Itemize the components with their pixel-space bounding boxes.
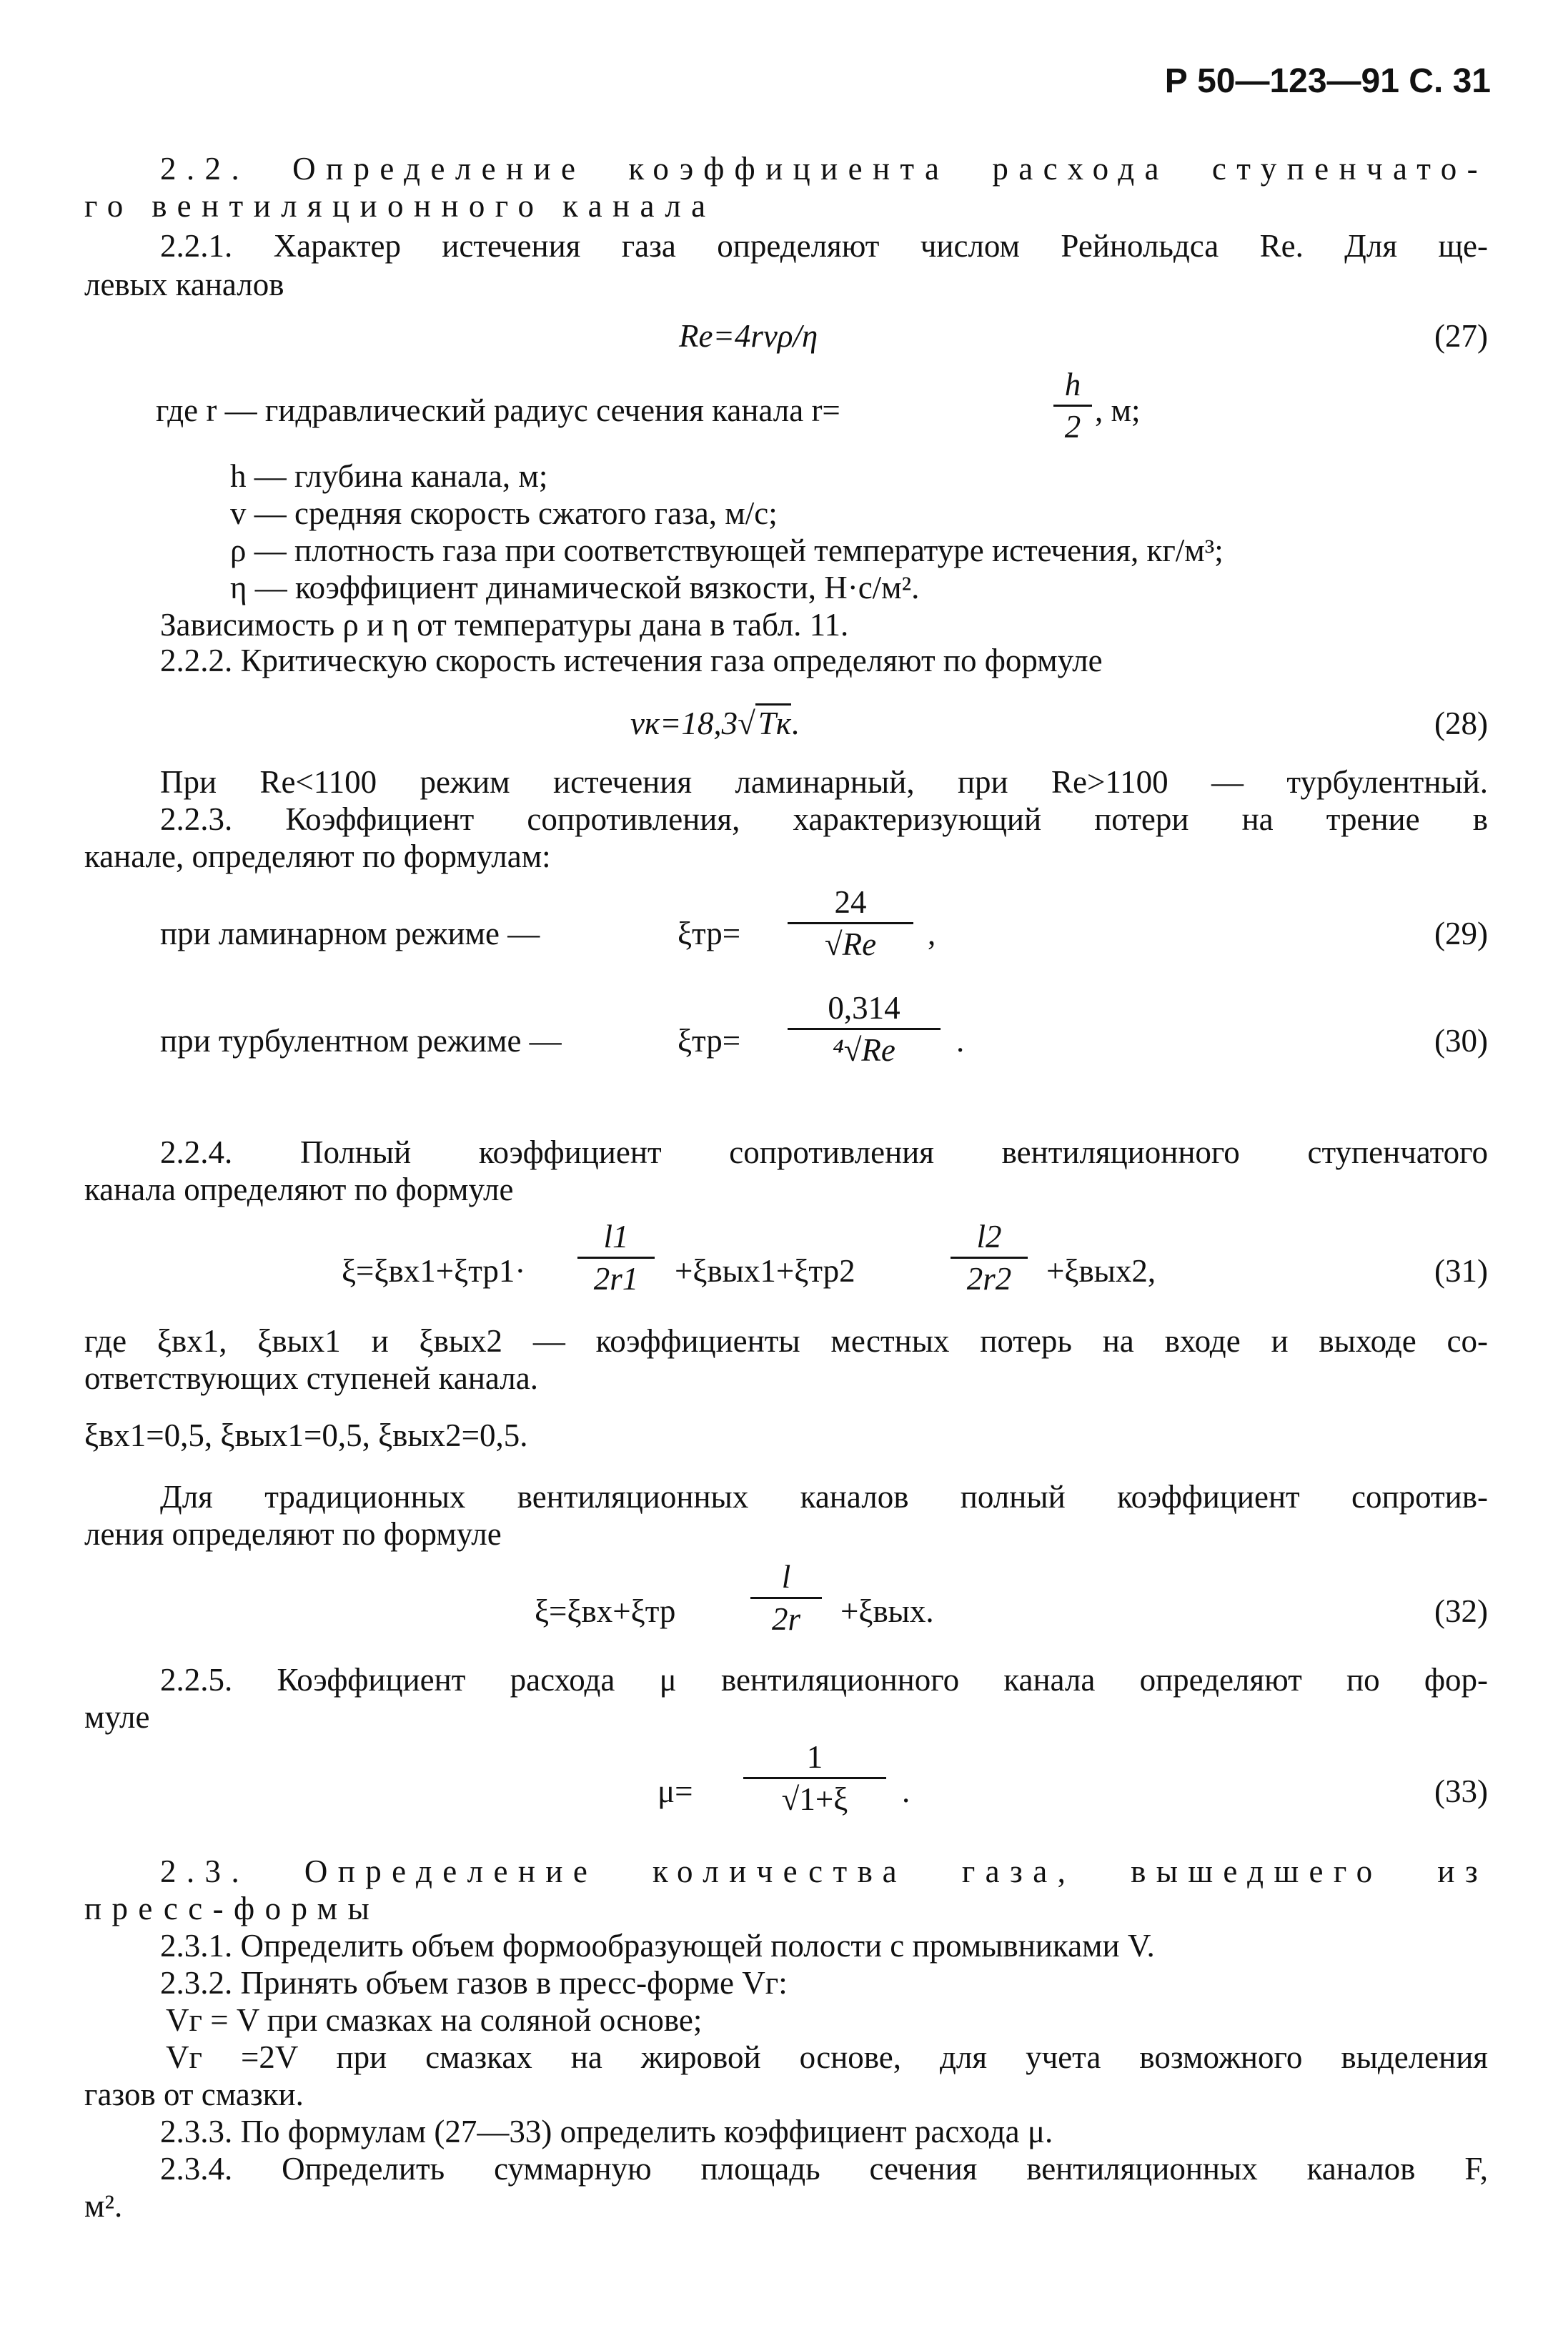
paragraph-2-2-3-line2: канале, определяют по формулам: [84,838,551,874]
equation-32-number: (32) [1434,1593,1488,1629]
equation-28-number: (28) [1434,706,1488,741]
definition-v: v — средняя скорость сжатого газа, м/с; [230,495,778,531]
equation-31-part-a: ξ=ξвх1+ξтр1· [342,1253,526,1289]
definition-rho: ρ — плотность газа при соответствующей температуре истечения, кг/м³; [230,533,1224,568]
equation-30-numerator: 0,314 [828,990,900,1026]
fraction-bar [750,1597,822,1599]
where-31-line1: где ξвх1, ξвых1 и ξвых2 — коэффициенты местных потерь на входе и выходе со- [84,1323,1488,1359]
equation-32-denominator: 2r [771,1601,800,1637]
equation-29-fraction [788,884,913,963]
paragraph-2-2-4-line1: 2.2.4. Полный коэффициент сопротивления вентиляционного ступенчатого [160,1134,1488,1170]
definition-r-unit: , м; [1095,392,1141,428]
paragraph-2-2-5-line2: муле [84,1699,150,1735]
equation-31-fraction-2-numerator: l2 [976,1219,1002,1254]
equation-30-lhs: ξтр= [678,1023,741,1059]
equation-29-tail: , [928,916,936,951]
equation-32-part-a: ξ=ξвх+ξтр [535,1593,676,1629]
page-header: Р 50—123—91 С. 31 [1164,62,1491,100]
equation-29-numerator: 24 [834,884,867,920]
equation-33-fraction [743,1738,886,1818]
equation-27: Re=4rvρ/η [679,318,818,354]
paragraph-2-2-3-line1: 2.2.3. Коэффициент сопротивления, характеризующий потери на трение в [160,801,1488,837]
equation-28-tail: . [790,706,800,741]
equation-31-part-b: +ξвых1+ξтр2 [675,1253,855,1289]
paragraph-2-2-2: 2.2.2. Критическую скорость истечения газа определяют по формуле [160,643,1103,678]
paragraph-2-3-2: 2.3.2. Принять объем газов в пресс-форме Vг: [160,1965,788,2001]
equation-30-denominator: ⁴√Re [833,1032,895,1068]
fraction-r-denominator: 2 [1064,409,1081,445]
regime-note: При Re<1100 режим истечения ламинарный, при Re>1100 — турбулентный. [160,764,1488,800]
equation-32-numerator: l [781,1559,791,1595]
equation-33-lhs: μ= [658,1773,693,1809]
coefficient-values: ξвх1=0,5, ξвых1=0,5, ξвых2=0,5. [84,1417,528,1453]
equation-29-lhs: ξтр= [678,916,741,951]
definition-r: где r — гидравлический радиус сечения канала r= [156,392,840,428]
equation-31-number: (31) [1434,1253,1488,1289]
equation-33-numerator: 1 [806,1739,823,1775]
equation-30-label: при турбулентном режиме — [160,1023,562,1059]
fraction-bar [788,1028,941,1030]
equation-29-denominator: √Re [824,926,877,962]
equation-28-radicand: Tк [755,703,791,741]
section-title-2-3-line1: 2.3. Определение количества газа, вышедшего из [160,1853,1488,1889]
section-title-2-3-line2: пресс-формы [84,1891,380,1926]
dependency-note: Зависимость ρ и η от температуры дана в табл. 11. [160,607,849,643]
equation-29-label: при ламинарном режиме — [160,916,540,951]
definition-eta: η — коэффициент динамической вязкости, Н·с/м². [230,570,920,605]
equation-28-lhs: vк=18,3√ [630,706,755,741]
paragraph-2-3-3: 2.3.3. По формулам (27—33) определить коэффициент расхода μ. [160,2114,1053,2149]
fraction-bar [951,1257,1028,1259]
paragraph-2-3-4-line2: м². [84,2188,123,2224]
equation-31-fraction-1-numerator: l1 [603,1219,629,1254]
section-title-2-2-line1: 2.2. Определение коэффициента расхода ступенчато- [160,151,1488,187]
equation-31-fraction-1-denominator: 2r1 [593,1261,639,1297]
where-31-line2: ответствующих ступеней канала. [84,1360,538,1396]
equation-31-fraction-2-denominator: 2r2 [966,1261,1012,1297]
traditional-channels-line1: Для традиционных вентиляционных каналов полный коэффициент сопротив- [160,1479,1488,1515]
paragraph-2-3-4-line1: 2.3.4. Определить суммарную площадь сечения вентиляционных каналов F, [160,2151,1488,2187]
paragraph-2-2-1-line1: 2.2.1. Характер истечения газа определяют числом Рейнольдса Re. Для ще- [160,228,1488,264]
paragraph-2-2-1-line2: левых каналов [84,267,284,302]
equation-31-fraction-1 [577,1218,655,1297]
paragraph-2-2-5-line1: 2.2.5. Коэффициент расхода μ вентиляционного канала определяют по фор- [160,1662,1488,1698]
section-title-2-2-line2: го вентиляционного канала [84,188,716,224]
equation-31-fraction-2 [951,1218,1028,1297]
definition-h: h — глубина канала, м; [230,458,548,494]
equation-33-tail: . [902,1773,910,1809]
fraction-bar [743,1777,886,1779]
equation-31-part-c: +ξвых2, [1046,1253,1156,1289]
fraction-bar [577,1257,655,1259]
equation-33-denominator: √1+ξ [781,1781,848,1817]
traditional-channels-line2: ления определяют по формуле [84,1516,502,1552]
paragraph-2-2-4-line2: канала определяют по формуле [84,1172,514,1207]
equation-28 [630,705,799,742]
gas-volume-salt: Vг = V при смазках на соляной основе; [166,2002,703,2038]
gas-volume-fat-line1: Vг =2V при смазках на жировой основе, для учета возможного выделения [166,2039,1488,2075]
gas-volume-fat-line2: газов от смазки. [84,2077,304,2112]
fraction-bar [788,922,913,924]
fraction-bar [1053,405,1092,407]
paragraph-2-3-1: 2.3.1. Определить объем формообразующей полости с промывниками V. [160,1928,1155,1964]
fraction-r-numerator: h [1064,367,1081,402]
equation-30-number: (30) [1434,1023,1488,1059]
equation-33-number: (33) [1434,1773,1488,1809]
equation-32-part-b: +ξвых. [840,1593,934,1629]
equation-30-fraction [788,989,941,1069]
equation-27-number: (27) [1434,318,1488,354]
equation-29-number: (29) [1434,916,1488,951]
fraction-r [1053,366,1092,445]
equation-30-tail: . [956,1023,965,1059]
equation-32-fraction [750,1558,822,1638]
